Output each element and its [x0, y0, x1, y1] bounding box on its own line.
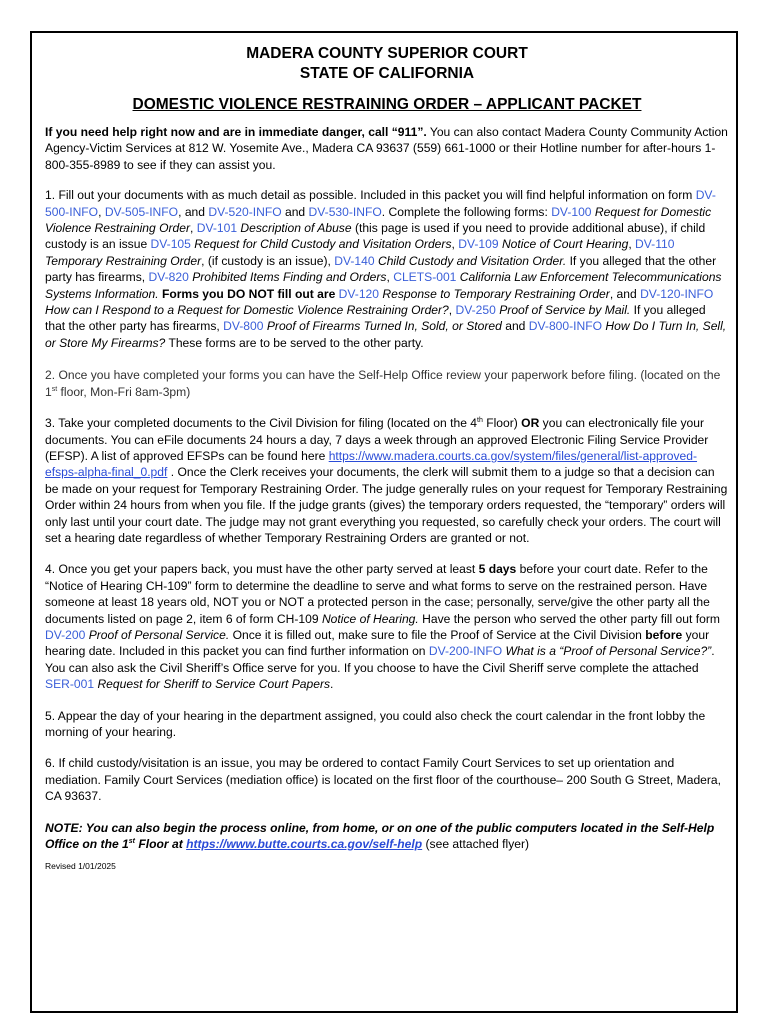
step-4-paragraph: 4. Once you get your papers back, you must have the other party served at least 5 days before your court date. Refer to the “Notice of Hearing CH-109” form to determine the deadline to serve and what forms to serve on the restrained person. Have someone at least 18 years old, NOT you or NOT a protected person in the case; personally, serve/give the other party all the documents listed on page 2, item 6 of form CH-109 Notice of Hearing. Have the person who served the other party fill out form DV-200 Proof of Personal Service. Once it is filled out, make sure to file the Proof of Service at the Civil Division before your hearing date. Included in this packet you can find further information on DV-200-INFO What is a “Proof of Personal Service?”. You can also ask the Civil Sheriff’s Office serve for you. If you choose to have the Civil Sheriff serve complete the attached SER-001 Request for Sheriff to Service Court Papers.: [45, 562, 720, 692]
note-paragraph: NOTE: You can also begin the process online, from home, or on one of the public computers located in the Self-Help Office on the 1st Floor at https://www.butte.courts.ca.gov/self-help (see attached flyer): [45, 820, 715, 852]
form-link-dv820[interactable]: DV-820: [148, 270, 189, 285]
form-link-dv120[interactable]: DV-120: [338, 286, 380, 301]
form-link-dv505info[interactable]: DV-505-INFO: [104, 204, 179, 219]
form-link-dv105[interactable]: DV-105: [150, 237, 191, 252]
form-link-dv110[interactable]: DV-110: [635, 237, 675, 252]
form-link-dv250[interactable]: DV-250: [455, 303, 496, 318]
form-link-dv500info[interactable]: DV-500-INFO: [45, 188, 716, 219]
form-link-dv800[interactable]: DV-800: [223, 319, 264, 334]
form-link-dv800info[interactable]: DV-800-INFO: [528, 319, 603, 334]
step-3-paragraph: 3. Take your completed documents to the Civil Division for filing (located on the 4th Floor) OR you can electronically file your documents. You can eFile documents 24 hours a day, 7 days a week through an approved Electronic Filing Service Provider (EFSP). A list of approved EFSPs can be found here https://www.madera.courts.ca.gov/system/files/general/list-approved-efsps-alpha-final_0.pdf . Once the Clerk receives your documents, the clerk will submit them to a judge so that a decision can be made on your request for Temporary Restraining Order. The judge generally rules on your request for Temporary Restraining Order within 24 hours from when you file. If the judge grants (gives) the temporary orders requested, the “temporary” orders will only last until your court date. The judge may not grant everything you requested, so carefully check your orders. The court will set a hearing date regardless of whether Temporary Restraining Orders are granted or not.: [45, 416, 728, 545]
packet-title: DOMESTIC VIOLENCE RESTRAINING ORDER – APPLICANT PACKET: [132, 96, 642, 113]
form-link-dv120info[interactable]: DV-120-INFO: [640, 286, 714, 301]
form-link-dv200info[interactable]: DV-200-INFO: [428, 644, 503, 659]
form-link-dv100[interactable]: DV-100: [551, 204, 592, 219]
form-link-clets001[interactable]: CLETS-001: [393, 270, 457, 285]
intro-paragraph: If you need help right now and are in immediate danger, call “911”. You can also contact Madera County Community Action Agency-Victim Services at 812 W. Yosemite Ave., Madera CA 93637 (559) 661-1000 or their Hotline number for after-hours 1-800-355-8989 to see if they can assist you.: [45, 125, 728, 172]
state-name: STATE OF CALIFORNIA: [299, 65, 475, 82]
efsp-list-link[interactable]: https://www.madera.courts.ca.gov/system/files/general/list-approved-efsps-alpha-final_0.pdf: [45, 448, 698, 480]
form-link-dv200[interactable]: DV-200: [45, 627, 86, 642]
step-1-paragraph: 1. Fill out your documents with as much detail as possible. Included in this packet you will find helpful information on form DV-500-INFO, DV-505-INFO, and DV-520-INFO and DV-530-INFO. Complete the following forms: DV-100 Request for Domestic Violence Restraining Order, DV-101 Description of Abuse (this page is used if you need to provide additional abuse), if child custody is an issue DV-105 Request for Child Custody and Visitation Orders, DV-109 Notice of Court Hearing, DV-110 Temporary Restraining Order, (if custody is an issue), DV-140 Child Custody and Visitation Order. If you alleged that the other party has firearms, DV-820 Prohibited Items Finding and Orders, CLETS-001 California Law Enforcement Telecommunications Systems Information. Forms you DO NOT fill out are DV-120 Response to Temporary Restraining Order, and DV-120-INFO How can I Respond to a Request for Domestic Violence Restraining Order?, DV-250 Proof of Service by Mail. If you alleged that the other party has firearms, DV-800 Proof of Firearms Turned In, Sold, or Stored and DV-800-INFO How Do I Turn In, Sell, or Store My Firearms? These forms are to be served to the other party.: [45, 188, 727, 350]
form-link-dv530info[interactable]: DV-530-INFO: [308, 204, 382, 219]
revised-date: Revised 1/01/2025: [45, 861, 116, 872]
step-6-paragraph: 6. If child custody/visitation is an issue, you may be ordered to contact Family Court Services to set up orientation and mediation. Family Court Services (mediation office) is located on the first floor of the courthouse– 200 South G Street, Madera, CA 93637.: [45, 756, 722, 804]
court-name: MADERA COUNTY SUPERIOR COURT: [246, 45, 528, 62]
step-2-paragraph: 2. Once you have completed your forms you can have the Self-Help Office review your paperwork before filing. (located on the 1st floor, Mon-Fri 8am-3pm): [45, 368, 721, 399]
form-link-dv140[interactable]: DV-140: [334, 253, 375, 268]
step-5-paragraph: 5. Appear the day of your hearing in the department assigned, you could also check the court calendar in the front lobby the morning of your hearing.: [45, 708, 706, 739]
self-help-link[interactable]: https://www.butte.courts.ca.gov/self-help: [186, 837, 423, 852]
form-link-ser001[interactable]: SER-001: [45, 677, 95, 692]
document-body: [45, 44, 729, 872]
form-link-dv109[interactable]: DV-109: [458, 237, 499, 252]
form-link-dv520info[interactable]: DV-520-INFO: [208, 204, 282, 219]
form-link-dv101[interactable]: DV-101: [196, 221, 238, 236]
